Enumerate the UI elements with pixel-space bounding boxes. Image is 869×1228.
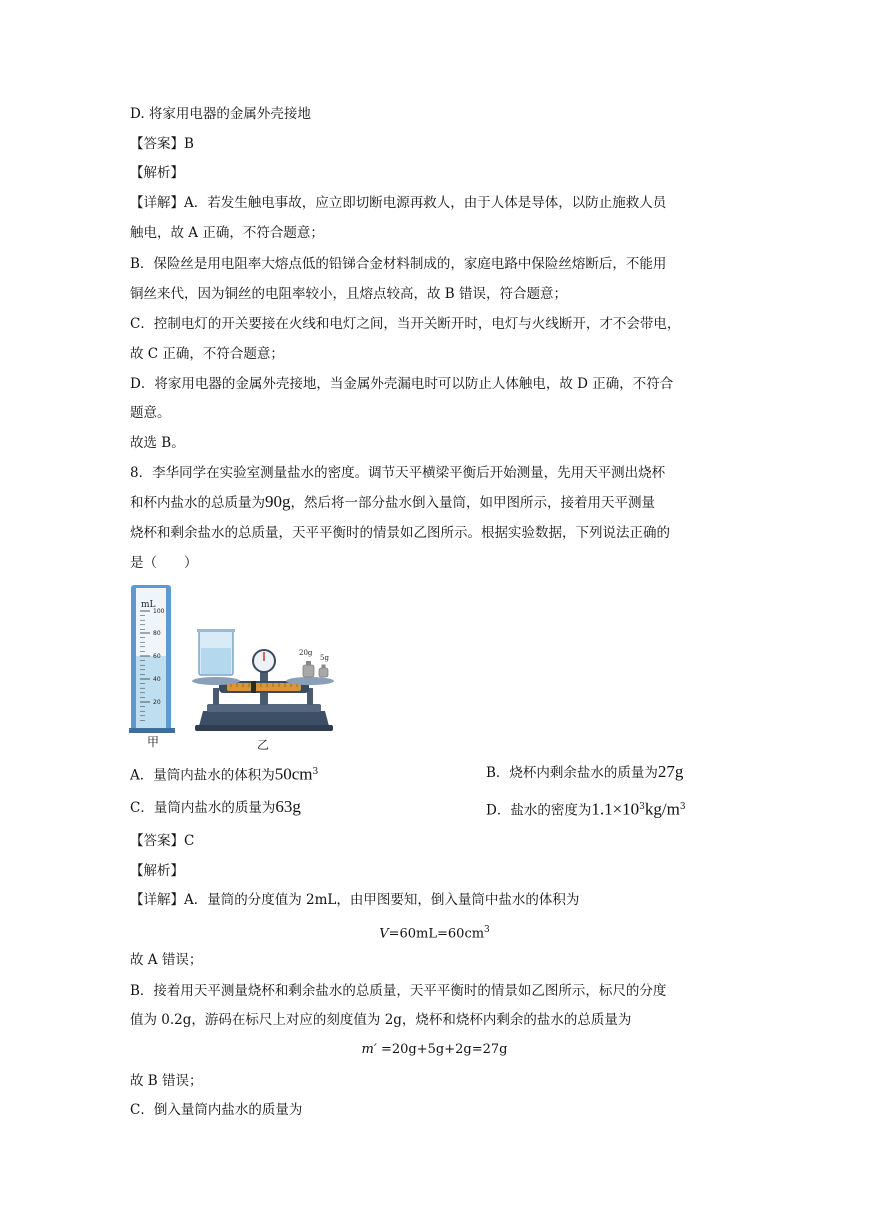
option-value: 1.1×10 bbox=[591, 799, 640, 819]
text-line: 故 C 正确，不符合题意； bbox=[130, 346, 284, 362]
option-value: kg/m bbox=[644, 799, 680, 819]
text-line: 值为 0.2g，游码在标尺上对应的刻度值为 2g，烧杯和烧杯内剩余的盐水的总质量为 bbox=[130, 1012, 632, 1028]
analysis-label: 【解析】 bbox=[130, 165, 184, 181]
experiment-figure bbox=[127, 583, 345, 753]
superscript: 3 bbox=[484, 925, 490, 935]
superscript: 3 bbox=[679, 802, 686, 812]
text-line: C．控制电灯的开关要接在火线和电灯之间，当开关断开时，电灯与火线断开，才不会带电， bbox=[130, 316, 681, 332]
text-span: 和杯内盐水的总质量为 bbox=[130, 495, 265, 511]
analysis-label: 【解析】 bbox=[130, 863, 184, 879]
question-8-line: 是（ ） bbox=[130, 555, 198, 571]
text-line: 故 A 错误； bbox=[130, 952, 203, 968]
text-line: 铜丝来代，因为铜丝的电阻率较小，且熔点较高，故 B 错误，符合题意； bbox=[130, 286, 568, 302]
text-line: 触电，故 A 正确，不符合题意； bbox=[130, 225, 324, 241]
option-text: D．盐水的密度为 bbox=[486, 802, 592, 819]
weight-label: 5g bbox=[320, 654, 329, 662]
text-line: D．将家用电器的金属外壳接地，当金属外壳漏电时可以防止人体触电，故 D 正确，不符合 bbox=[130, 376, 674, 392]
tick-label: 60 bbox=[153, 653, 161, 660]
tick-label: 40 bbox=[153, 676, 161, 683]
option-text: C．量筒内盐水的质量为 bbox=[130, 800, 276, 816]
text-line: B．接着用天平测量烧杯和剩余盐水的总质量，天平平衡时的情景如乙图所示，标尺的分度 bbox=[130, 983, 667, 999]
text-line: 【详解】A．若发生触电事故，应立即切断电源再救人，由于人体是导体，以防止施救人员 bbox=[130, 195, 667, 211]
question-8-line: 8．李华同学在实验室测量盐水的密度。调节天平横梁平衡后开始测量，先用天平测出烧杯 bbox=[130, 465, 666, 481]
tick-label: 20 bbox=[153, 699, 161, 706]
text-line: 【详解】A．量筒的分度值为 2mL，由甲图要知，倒入量筒中盐水的体积为 bbox=[130, 892, 580, 908]
figure-label-yi: 乙 bbox=[257, 738, 270, 752]
question-8-line bbox=[130, 492, 655, 513]
question-8-line: 烧杯和剩余盐水的总质量，天平平衡时的情景如乙图所示。根据实验数据，下列说法正确的 bbox=[130, 525, 670, 541]
mass-value: 90g bbox=[265, 492, 291, 511]
superscript: 3 bbox=[639, 802, 645, 812]
option-c bbox=[130, 796, 301, 819]
weight-label: 20g bbox=[299, 649, 313, 657]
text-line: D. 将家用电器的金属外壳接地 bbox=[130, 106, 311, 122]
text-line: B．保险丝是用电阻率大熔点低的铅锑合金材料制成的，家庭电路中保险丝熔断后，不能用 bbox=[130, 256, 667, 272]
figure-label-jia: 甲 bbox=[147, 735, 160, 749]
tick-label: 100 bbox=[153, 608, 165, 615]
option-text: A．量筒内盐水的体积为 bbox=[130, 767, 275, 784]
superscript: 3 bbox=[312, 767, 319, 777]
option-d bbox=[486, 796, 686, 822]
option-value: 63g bbox=[275, 797, 301, 816]
text-line: 题意。 bbox=[130, 405, 171, 421]
text-line: C．倒入量筒内盐水的质量为 bbox=[130, 1102, 303, 1118]
answer-label: 【答案】C bbox=[130, 833, 195, 849]
equation-variable: m′ bbox=[361, 1042, 377, 1057]
text-line: 故 B 错误； bbox=[130, 1073, 203, 1089]
equation-volume bbox=[0, 920, 869, 944]
balance-scale bbox=[192, 629, 334, 731]
equation-variable: V bbox=[379, 926, 389, 942]
option-value: 27g bbox=[657, 762, 684, 781]
answer-label: 【答案】B bbox=[130, 136, 194, 152]
tick-label: 80 bbox=[153, 630, 161, 637]
cylinder-unit: mL bbox=[141, 600, 156, 610]
option-b bbox=[486, 761, 683, 784]
equation-text: =20g+5g+2g=27g bbox=[376, 1042, 508, 1057]
equation-mass bbox=[0, 1040, 869, 1060]
option-value: 50cm bbox=[274, 764, 313, 784]
option-a bbox=[130, 761, 318, 787]
option-text: B．烧杯内剩余盐水的质量为 bbox=[486, 765, 658, 781]
text-span: ，然后将一部分盐水倒入量筒，如甲图所示，接着用天平测量 bbox=[290, 495, 655, 511]
equation-text: =60mL=60cm bbox=[388, 926, 485, 942]
graduated-cylinder bbox=[129, 585, 175, 733]
text-line: 故选 B。 bbox=[130, 435, 185, 451]
